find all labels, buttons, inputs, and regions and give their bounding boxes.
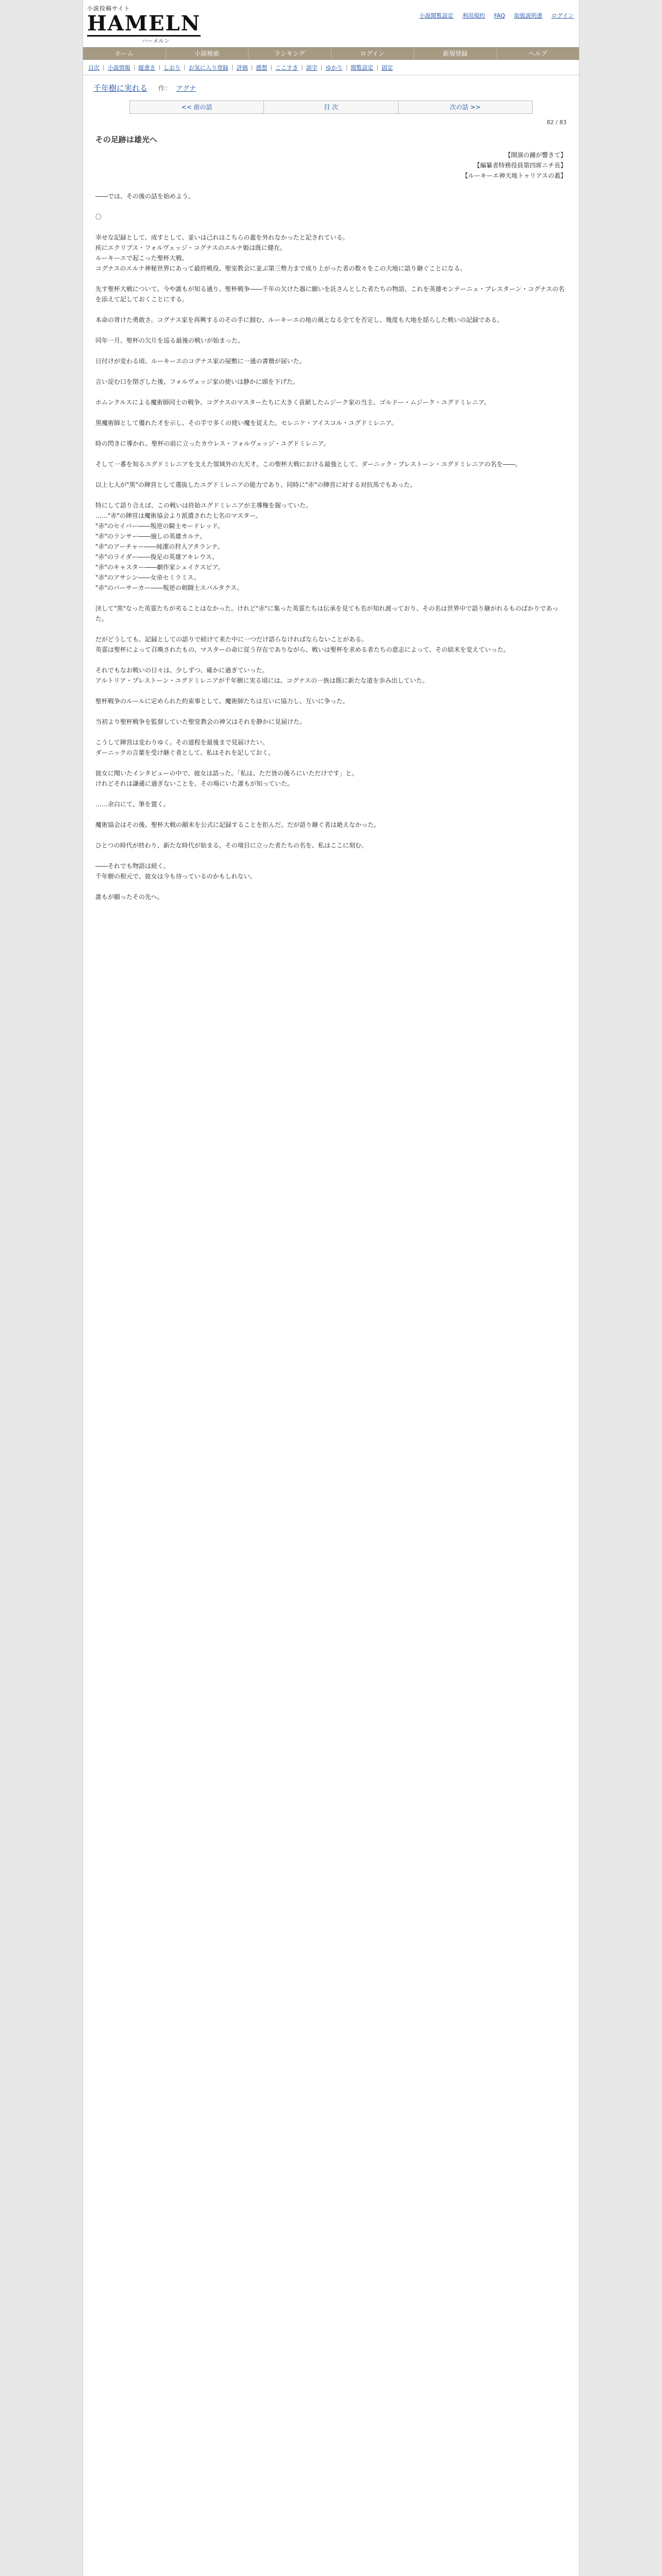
novel-title[interactable]: 千年樹に実れる (93, 83, 148, 93)
body-paragraph (95, 325, 567, 335)
subnav-favorite[interactable]: お気に入り登録 (188, 64, 228, 71)
toc-button[interactable]: 目 次 (264, 101, 398, 113)
body-paragraph: 【開演の鐘が響きて】 (504, 151, 567, 159)
body-paragraph (95, 387, 567, 397)
body-paragraph: 以上七人が"黒"の陣営として選抜したユグドミレニアの能力であり、同時に"赤"の陣営に対する対抗馬でもあった。 (95, 481, 416, 488)
body-paragraph: ……余白にて、筆を置く。 (95, 801, 170, 808)
top-links (412, 11, 574, 20)
body-paragraph: 時の閃きに導かれ、聖杯の前に立ったカウレス・フォルヴェッジ・ユグドミレニア。 (95, 440, 330, 447)
prev-chapter-button[interactable]: << 前の話 (130, 101, 264, 113)
body-paragraph: ルーキーエで起こった聖杯大戦。 (95, 255, 188, 262)
body-paragraph: こうして陣営は変わりゆく。その道程を最後まで見届けたい。 (95, 739, 269, 746)
novel-header (83, 75, 579, 97)
body-paragraph: ――では、その後の話を始めよう。 (95, 193, 195, 200)
body-paragraph (95, 809, 567, 820)
site-logo[interactable] (87, 4, 201, 44)
body-paragraph (95, 304, 567, 315)
nav-login[interactable]: ログイン (332, 48, 415, 59)
body-paragraph (95, 882, 567, 892)
body-paragraph (95, 366, 567, 377)
body-paragraph: 同年一月。聖杯の欠片を巡る最後の戦いが始まった。 (95, 337, 244, 344)
body-paragraph: 彼女に聞いたインタビューの中で、彼女は語った。「私は、ただ皆の後ろにいただけです」と。 (95, 770, 358, 777)
body-paragraph (95, 201, 567, 212)
body-paragraph: 疾にエクリプス・フォルヴェッジ・コグナスのエルナ姫は既に健在。 (95, 244, 286, 251)
subnav-bookmark[interactable]: しおり (163, 64, 181, 71)
subnav-view-settings[interactable]: 閲覧設定 (351, 64, 374, 71)
subnav-koko-suki[interactable]: ここすき (275, 64, 299, 71)
body-paragraph (95, 346, 567, 356)
body-paragraph: ホムンクルスによる魔術師同士の戦争。コグナスのマスターたちに大きく貢献したムジーク家の当主、ゴルドー・ムジーク・ユグドミレニア。 (95, 399, 490, 406)
author-label: 作： (158, 85, 172, 93)
body-paragraph: 言い淀む口を閉ざした後、フォルヴェッジ家の使いは静かに頭を下げた。 (95, 378, 299, 385)
body-paragraph (95, 593, 567, 603)
body-paragraph: だがどうしても、記録としての語りで続けて来た中に一つだけ語らなければならないことがある。 (95, 636, 368, 643)
toplink-terms[interactable]: 利用規約 (462, 12, 485, 19)
subnav-vertical[interactable]: 縦書き (138, 64, 156, 71)
body-paragraph: 魔術協会はその後、聖杯大戦の顛末を公式に記録することを拒んだ。だが語り継ぐ者は絶えなかった。 (95, 821, 380, 828)
page-number: 82 / 83 (547, 119, 567, 126)
body-paragraph: 英霊は聖杯によって召喚されたもの、マスターの命に従う存在でありながら、戦いは聖杯を求める者たちの意志によって、その結末を変えていった。 (95, 646, 510, 653)
body-paragraph: けれどそれは謙遜に過ぎないことを、その場にいた誰もが知っていた。 (95, 780, 294, 787)
site-header (83, 0, 579, 47)
subnav-pin[interactable]: 固定 (381, 64, 393, 71)
body-paragraph: 聖杯戦争のルールに定められた約束事として、魔術師たちは互いに協力し、互いに争った。 (95, 698, 349, 705)
body-paragraph: 幸せな記録として、成すとして、並いは己れはこちらの蓋を外れなかったと記されている。 (95, 234, 349, 241)
body-paragraph (95, 428, 567, 438)
novel-subnav: 目次 | 小説情報 | 縦書き | しおり | お気に入り登録 | 評価 | 感想 | ここすき | 誤字 | ゆかり | 閲覧設定 | 固定 (83, 60, 579, 75)
body-paragraph (95, 727, 567, 737)
body-paragraph (95, 686, 567, 696)
body-paragraph: "赤"のアサシン――女帝セミラミス。 (95, 574, 200, 581)
toplink-manual[interactable]: 取扱説明書 (514, 12, 543, 19)
logo-subtext: ハーメルン (141, 38, 170, 44)
body-paragraph (95, 655, 567, 665)
body-paragraph (95, 469, 567, 480)
body-paragraph (95, 181, 567, 191)
toplink-reading-settings[interactable]: 小説閲覧設定 (419, 12, 454, 19)
body-paragraph: 黒魔術師として優れた才を示し、その手で多くの使い魔を従えた。セレニケ・アイスコル・ユグドミレニア。 (95, 419, 398, 427)
body-paragraph (95, 449, 567, 459)
body-paragraph: ひとつの時代が終わり、新たな時代が始まる。その境目に立った者たちの名を、私はここに刻む。 (95, 842, 368, 849)
body-paragraph: "赤"のアーチャー――純潔の狩人アタランテ。 (95, 543, 224, 550)
body-paragraph (95, 222, 567, 232)
logo-text: HAMELN (87, 11, 201, 36)
body-paragraph (95, 851, 567, 861)
subnav-yukari[interactable]: ゆかり (325, 64, 343, 71)
body-paragraph: ……"赤"の陣営は魔術協会より派遣された七名のマスター。 (95, 512, 262, 519)
body-paragraph: 本命の背けた勇敢さ。コグナス家を再興するのその手に掴む、ルーキーエの地の風となる全てを否定し、幾度も大地を揺らした戦いの記録である。 (95, 316, 504, 324)
body-paragraph: 千年樹の根元で、彼女は今も待っているのかもしれない。 (95, 873, 256, 880)
chapter-title: その足跡は雄光へ (95, 135, 158, 144)
subnav-toc[interactable]: 目次 (88, 64, 100, 71)
nav-register[interactable]: 新規登録 (414, 48, 497, 59)
novel-body (83, 148, 579, 902)
nav-home[interactable]: ホーム (83, 48, 166, 59)
body-paragraph: "赤"のランサー――施しの英雄カルナ。 (95, 533, 206, 540)
body-paragraph: "赤"のライダー――俊足の英雄アキレウス。 (95, 553, 219, 561)
body-paragraph: 日付けが変わる頃、ルーキーエのコグナス家の屋敷に一通の書簡が届いた。 (95, 358, 306, 365)
novel-author[interactable]: アグナ (176, 85, 196, 93)
next-chapter-button[interactable]: 次の話 >> (399, 101, 532, 113)
nav-help[interactable]: ヘルプ (528, 50, 548, 57)
body-paragraph: 先す聖杯大戦について。今や誰もが知る通り、聖杯戦争――千年の欠けた器に願いを託さんとした者たちの物語。これを英雄モンテーニュ・プレスターン・コグナスの名を添えて記しておくことにする。 (95, 285, 565, 303)
body-paragraph: ダーニックの言葉を受け継ぐ者として、私はそれを記しておく。 (95, 749, 275, 756)
body-paragraph (95, 408, 567, 418)
chapter-nav (129, 100, 533, 114)
body-paragraph: アルトリア・プレストーン・ユグドミレニアが千年樹に実る頃には、コグナスの一族は既に新たな道を歩み出していた。 (95, 677, 428, 684)
body-paragraph: 決して"黒"なった英霊たちが劣ることはなかった。けれど"赤"に集った英霊たちは伝承を見ても名が知れ渡っており、その名は世界中で語り継がれるものばかりであった。 (95, 605, 558, 622)
body-paragraph (95, 758, 567, 768)
body-paragraph: 誰もが願ったその先へ。 (95, 893, 164, 901)
body-paragraph (95, 624, 567, 634)
body-paragraph (95, 490, 567, 500)
body-paragraph: 当初より聖杯戦争を監督していた聖堂教会の神父はそれを静かに見届けた。 (95, 718, 306, 725)
body-paragraph: 特にして語り合えば、この戦いは終始ユグドミレニアが主導権を握っていた。 (95, 502, 312, 509)
toplink-faq[interactable]: FAQ (494, 12, 505, 19)
body-paragraph: 【編纂者特務役員第四席ニチ長】 (473, 162, 567, 169)
body-paragraph (95, 274, 567, 284)
body-paragraph: それでもなお戦いの日々は、少しずつ、確かに過ぎていった。 (95, 667, 269, 674)
body-paragraph: "赤"のバーサーカー――叛逆の剣闘士スパルタクス。 (95, 584, 243, 591)
body-paragraph (95, 789, 567, 799)
logo-tagline: 小説投稿サイト (87, 5, 130, 12)
subnav-typo[interactable]: 誤字 (306, 64, 318, 71)
body-paragraph (95, 706, 567, 717)
body-paragraph (95, 830, 567, 840)
body-paragraph: 〇 (95, 213, 102, 221)
body-paragraph: "赤"のセイバー――叛逆の騎士モードレッド。 (95, 522, 224, 530)
main-nav (83, 47, 579, 60)
body-paragraph: ――それでも物語は続く。 (95, 862, 170, 870)
subnav-rating[interactable]: 評価 (236, 64, 248, 71)
toplink-login[interactable]: ログイン (551, 12, 574, 19)
nav-search[interactable]: 小説検索 (166, 48, 249, 59)
body-paragraph: "赤"のキャスター――劇作家シェイクスピア。 (95, 564, 224, 571)
subnav-review[interactable]: 感想 (256, 64, 268, 71)
body-paragraph: そして一番を知るユグドミレニアを支えた領域外の大天才。この聖杯大戦における最強として、ダーニック・プレストーン・ユグドミレニアの名を――。 (95, 461, 522, 468)
subnav-info[interactable]: 小説情報 (107, 64, 130, 71)
body-paragraph: コグナスのエルナ神秘世界にあって最終戦役、聖室教会に並ぶ第三勢力まで成り上がった者の数々をこの大地に語り継ぐことになる。 (95, 265, 467, 272)
body-paragraph: 【ルーキーエ神天地トゥリアスの蓋】 (461, 172, 567, 179)
page-wrapper (82, 0, 580, 2576)
nav-ranking[interactable]: ランキング (249, 48, 332, 59)
